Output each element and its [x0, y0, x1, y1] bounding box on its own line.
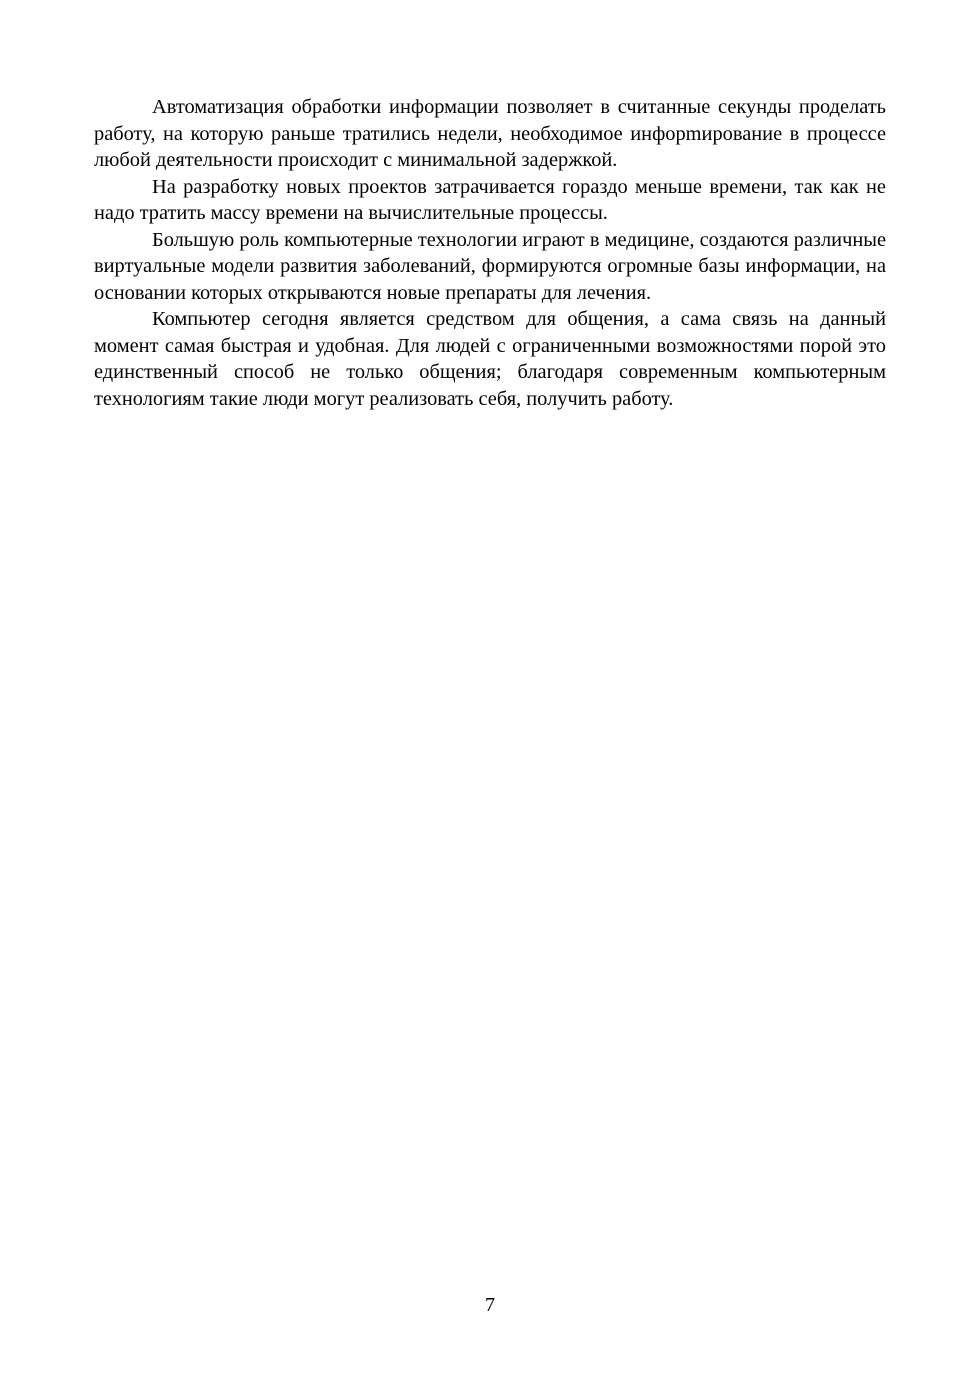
paragraph-medicine: Большую роль компьютерные технологии играют в медицине, создаются различные виртуальные модели развития заболеваний, формируются огромные базы информации, на основании которых открываются новые препараты для лечения.: [94, 228, 886, 304]
body-text: [94, 94, 886, 412]
paragraph-communication: Компьютер сегодня является средством для общения, а сама связь на данный момент самая быстрая и удобная. Для людей с ограниченными возможностями порой это единственный способ не только общения; благодаря современным компьютерным технологиям такие люди могут реализовать себя, получить работу.: [94, 308, 886, 410]
paragraph-automation: Автоматизация обработки информации позволяет в считанные секунды проделать работу, на которую раньше тратились недели, необходимое инфорmирование в процессе любой деятельности происходит с минимальной задержкой.: [94, 96, 886, 171]
paragraph-projects: На разработку новых проектов затрачивается гораздо меньше времени, так как не надо тратить массу времени на вычислительные процессы.: [94, 175, 886, 224]
page-number: 7: [485, 1294, 495, 1316]
